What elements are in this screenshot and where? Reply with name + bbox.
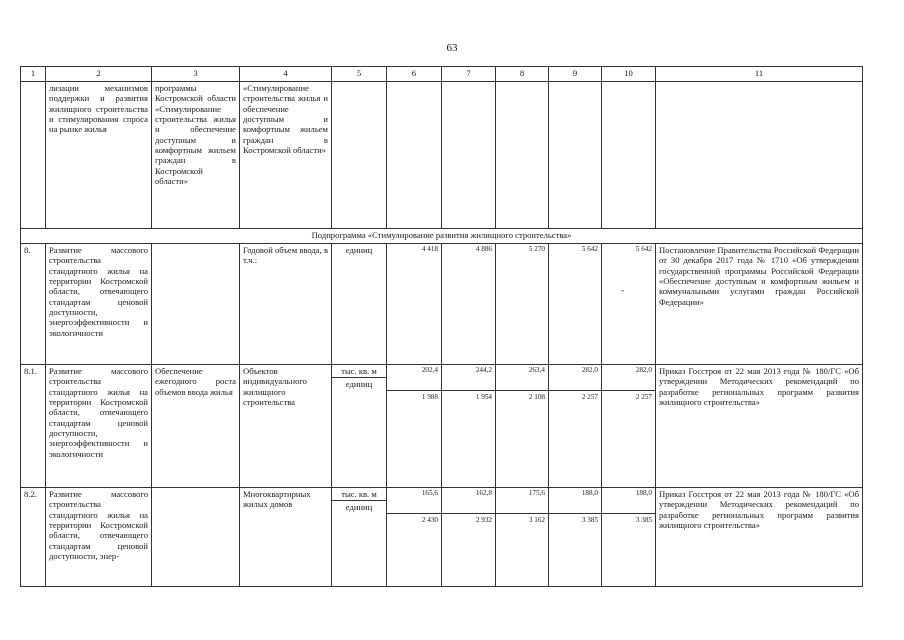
value-count: 1 954 bbox=[475, 393, 492, 401]
value-cell bbox=[496, 488, 549, 587]
row-name: Развитие массового строительства стандартного жилья на территории Костромской области, отвечающего стандартам ценовой доступности, энергоэффективности и экологичности bbox=[46, 244, 152, 365]
value-count: 2 108 bbox=[528, 393, 545, 401]
col-header: 1 bbox=[21, 67, 46, 82]
value-cell: 4 418 bbox=[387, 244, 442, 365]
cell-empty bbox=[656, 82, 863, 229]
col-header: 10 bbox=[602, 67, 656, 82]
table-row bbox=[21, 488, 863, 587]
value-count: 1 988 bbox=[421, 393, 438, 401]
col-header: 7 bbox=[442, 67, 496, 82]
unit-count: единиц bbox=[345, 379, 373, 390]
cell-program-name: «Стимулирование строительства жилья и обеспечение доступным и комфортным жильем граждан в Костромской области» bbox=[240, 82, 332, 229]
value-cell: 4 886 bbox=[442, 244, 496, 365]
cell-goal: лизации механизмов поддержки и развития жилищного строительства и стимулирования спроса на рынке жилья bbox=[46, 82, 152, 229]
row-source: Приказ Госстроя от 22 мая 2013 года № 180/ГС «Об утверждении Методических рекомендаций по разработке региональных программ развития жилищного строительства» bbox=[656, 365, 863, 488]
value-count: 3 385 bbox=[635, 516, 652, 524]
row-source: Приказ Госстроя от 22 мая 2013 года № 180/ГС «Об утверждении Методических рекомендаций по разработке региональных программ развития жилищного строительства» bbox=[656, 488, 863, 587]
row-source: Постановление Правительства Российской Федерации от 30 декабря 2017 года № 1710 «Об утверждении государственной программы Российской Федерации «Обеспечение доступным и комфортным жильем и коммунальными услугами граждан Российской Федерации» bbox=[656, 244, 863, 365]
col-header: 6 bbox=[387, 67, 442, 82]
row-name: Развитие массового строительства стандартного жилья на территории Костромской области, отвечающего стандартам ценовой доступности, энер- bbox=[46, 488, 152, 587]
value-cell bbox=[387, 365, 442, 488]
cell-program: программы Костромской области «Стимулирование строительства жилья и обеспечение доступным и комфортным жильем граждан в Костромской области» bbox=[152, 82, 240, 229]
value-area: 244,2 bbox=[442, 366, 495, 391]
col-header: 11 bbox=[656, 67, 863, 82]
page-number: 63 bbox=[446, 42, 458, 54]
row-name: Развитие массового строительства стандартного жилья на территории Костромской области, отвечающего стандартам ценовой доступности, энергоэффективности и экологичности bbox=[46, 365, 152, 488]
unit-area: тыс. кв. м bbox=[332, 489, 386, 501]
value-count: 2 257 bbox=[581, 393, 598, 401]
row-indicator: Многоквартирных жилых домов bbox=[240, 488, 332, 587]
cell-empty bbox=[332, 82, 387, 229]
row-indicator: Объектов индивидуального жилищного строительства bbox=[240, 365, 332, 488]
value-area: 162,8 bbox=[442, 489, 495, 514]
col-header: 3 bbox=[152, 67, 240, 82]
col-header: 8 bbox=[496, 67, 549, 82]
value-area: 282,0 bbox=[602, 366, 655, 391]
cell-num bbox=[21, 82, 46, 229]
value-area: 263,4 bbox=[496, 366, 548, 391]
value-cell: 5 642 bbox=[602, 244, 656, 365]
row-measure bbox=[152, 244, 240, 365]
cell-empty bbox=[387, 82, 442, 229]
value-count: 3 162 bbox=[528, 516, 545, 524]
col-header: 5 bbox=[332, 67, 387, 82]
col-header: 9 bbox=[549, 67, 602, 82]
cell-empty bbox=[549, 82, 602, 229]
value-cell bbox=[496, 365, 549, 488]
value-cell: 5 270 bbox=[496, 244, 549, 365]
value-cell bbox=[549, 365, 602, 488]
cell-empty bbox=[496, 82, 549, 229]
value-cell bbox=[442, 488, 496, 587]
row-number: 8.1. bbox=[21, 365, 46, 488]
value-cell bbox=[549, 488, 602, 587]
row-number: 8. bbox=[21, 244, 46, 365]
table-row bbox=[21, 365, 863, 488]
value-count: 2 257 bbox=[635, 393, 652, 401]
value-cell bbox=[442, 365, 496, 488]
value-cell bbox=[602, 365, 656, 488]
value-area: 175,6 bbox=[496, 489, 548, 514]
value-count: 2 932 bbox=[475, 516, 492, 524]
row-unit: единиц bbox=[332, 244, 387, 365]
row-measure bbox=[152, 488, 240, 587]
value-count: 2 430 bbox=[421, 516, 438, 524]
subprogram-title: Подпрограмма «Стимулирование развития жилищного строительства» bbox=[21, 229, 863, 244]
header-row bbox=[21, 67, 863, 82]
subprogram-row bbox=[21, 229, 863, 244]
value-area: 165,6 bbox=[387, 489, 441, 514]
table-row-continuation bbox=[21, 82, 863, 229]
value-area: 282,0 bbox=[549, 366, 601, 391]
value-cell: 5 642 bbox=[549, 244, 602, 365]
unit-count: единиц bbox=[345, 502, 373, 513]
stray-mark: - bbox=[621, 285, 624, 295]
col-header: 4 bbox=[240, 67, 332, 82]
value-count: 3 385 bbox=[581, 516, 598, 524]
table-row bbox=[21, 244, 863, 365]
col-header: 2 bbox=[46, 67, 152, 82]
unit-area: тыс. кв. м bbox=[332, 366, 386, 378]
value-area: 202,4 bbox=[387, 366, 441, 391]
row-indicator: Годовой объем ввода, в т.ч.: bbox=[240, 244, 332, 365]
value-cell bbox=[602, 488, 656, 587]
cell-empty bbox=[442, 82, 496, 229]
row-measure: Обеспечение ежегодного роста объемов ввода жилья bbox=[152, 365, 240, 488]
row-number: 8.2. bbox=[21, 488, 46, 587]
cell-empty bbox=[602, 82, 656, 229]
row-unit bbox=[332, 365, 387, 488]
value-area: 188,0 bbox=[602, 489, 655, 514]
value-area: 188,0 bbox=[549, 489, 601, 514]
value-cell bbox=[387, 488, 442, 587]
row-unit bbox=[332, 488, 387, 587]
indicators-table bbox=[20, 66, 863, 587]
